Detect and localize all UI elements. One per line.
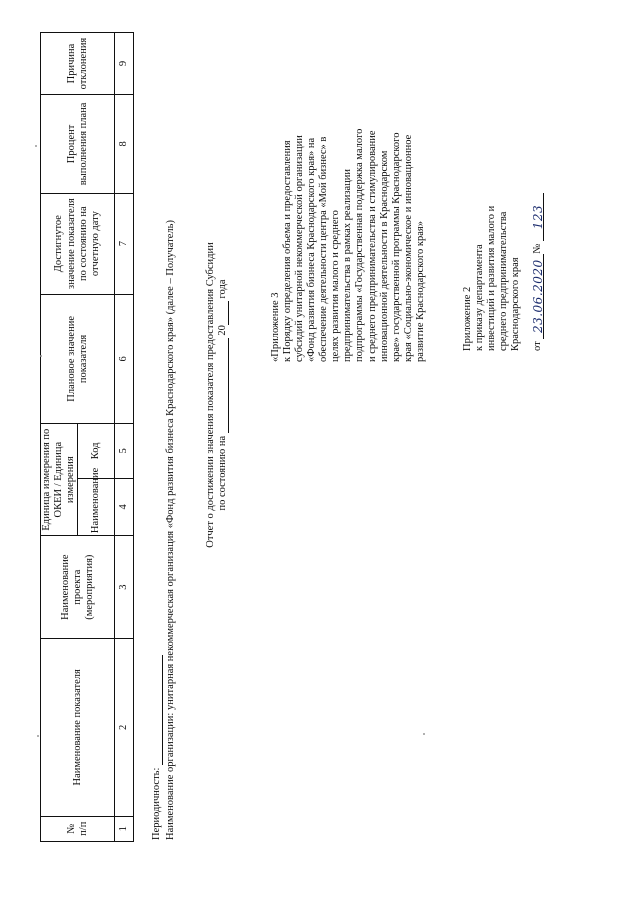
procedure-line: и среднего предпринимательства и стимулирование <box>366 130 378 362</box>
report-title-line1: Отчет о достижении значения показателя предоставления Субсидии <box>205 242 216 548</box>
procedure-appendix-title: «Приложение 3 <box>270 292 281 362</box>
header-cell-reason: Причина отклонения <box>41 33 115 95</box>
appendix-block <box>462 121 544 351</box>
header-cell-indicator: Наименование показателя <box>41 639 115 816</box>
header-cell-percent: Процент выполнения плана <box>41 95 115 194</box>
column-number-cell: 4 <box>115 478 134 536</box>
periodicity-label: Периодичность: <box>151 767 162 840</box>
column-number-cell: 6 <box>115 294 134 424</box>
column-number-cell: 7 <box>115 193 134 294</box>
appendix-line: к приказу департамента <box>474 244 486 351</box>
appendix-line: инвестиций и развития малого и <box>486 205 498 351</box>
column-number-cell: 5 <box>115 424 134 478</box>
procedure-line: развитие Краснодарского края» <box>414 220 426 362</box>
header-cell-unit: Единица измерения по ОКЕИ / Единица измерения <box>41 424 78 536</box>
header-cell-plan: Плановое значение показателя <box>41 294 115 424</box>
procedure-line: подпрограммы «Государственная поддержка малого <box>354 128 366 362</box>
column-number-cell: 1 <box>115 816 134 841</box>
header-cell-achieved: Достигнутое значение показателя по состоянию на отчетную дату <box>41 193 115 294</box>
procedure-line: обеспечение деятельности центра «Мой бизнес» в <box>318 136 330 362</box>
report-table <box>40 32 134 842</box>
handwritten-date: 23.06.2020 <box>531 259 546 334</box>
procedure-line: крае» государственной программы Краснодарского <box>390 132 402 362</box>
procedure-line: «Фонд развития бизнеса Краснодарского края» на <box>306 137 318 362</box>
column-number-cell: 8 <box>115 95 134 194</box>
number-prefix: № <box>532 243 544 254</box>
appendix-date-line <box>532 121 544 351</box>
scan-speck <box>423 733 425 735</box>
appendix-title: Приложение 2 <box>462 286 473 351</box>
header-cell-unit-code: Код <box>78 424 115 478</box>
organization-value: унитарная некоммерческая организация «Фонд развития бизнеса Краснодарского края» (далее – Получатель) <box>165 220 176 711</box>
scan-speck <box>37 735 39 737</box>
header-cell-unit-name: Наименование <box>78 478 115 536</box>
procedure-line: субсидий унитарной некоммерческой организации <box>294 135 306 362</box>
organization-label: Наименование организации: <box>165 712 176 840</box>
procedure-line: к Порядку определения объема и предоставления <box>282 140 294 362</box>
handwritten-number: 123 <box>531 204 546 230</box>
procedure-line: инновационной деятельности в Краснодарском <box>378 150 390 362</box>
column-number-cell: 3 <box>115 536 134 639</box>
procedure-line: целях развития малого и среднего <box>330 210 342 362</box>
scan-speck <box>35 145 37 147</box>
procedure-line: предпринимательства в рамках реализации <box>342 169 354 362</box>
appendix-line: среднего предпринимательства <box>498 211 510 351</box>
header-cell-number: № п/п <box>41 816 115 841</box>
appendix-line: Краснодарского края <box>510 257 522 351</box>
column-number-cell: 9 <box>115 33 134 95</box>
header-cell-project: Наименование проекта (мероприятия) <box>41 536 115 639</box>
report-title-line2: по состоянию на 20 года <box>217 279 229 511</box>
column-number-cell: 2 <box>115 639 134 816</box>
date-prefix: от <box>532 341 544 351</box>
periodicity-line <box>151 655 163 840</box>
procedure-appendix-block <box>270 62 427 362</box>
scan-speck <box>40 355 42 357</box>
procedure-line: края «Социально-экономическое и инновационное <box>402 134 414 362</box>
report-title <box>205 115 229 675</box>
organization-line <box>165 0 177 840</box>
